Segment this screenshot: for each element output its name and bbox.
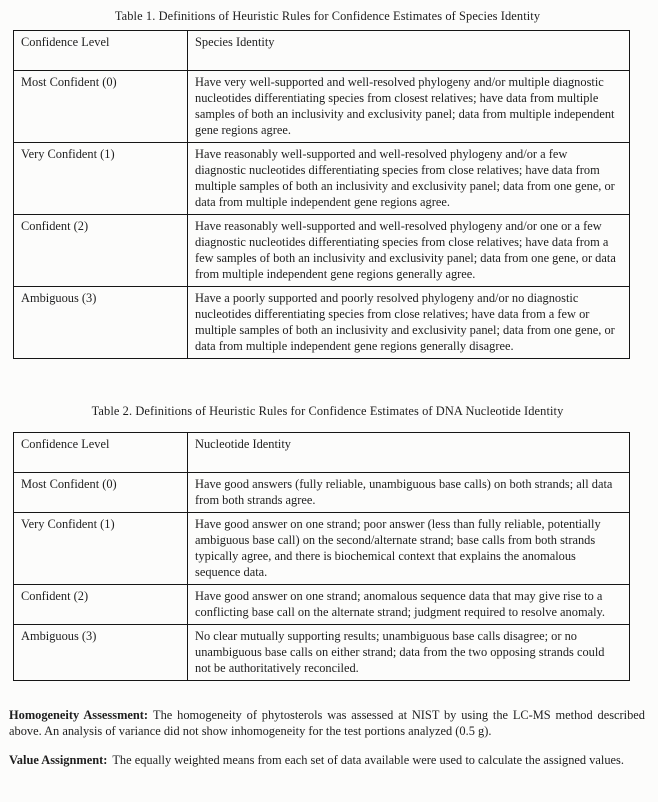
- homogeneity-assessment-label: Homogeneity Assessment:: [9, 708, 149, 722]
- species-identity-table: [13, 30, 630, 359]
- definition-cell: Have reasonably well-supported and well-resolved phylogeny and/or a few diagnostic nucleotides differentiating species from close relatives; have data from multiple samples of both an inclusivity and exclusivity panel; data from one gene, or data from multiple independent gene regions agree.: [188, 143, 630, 215]
- confidence-level-cell: Very Confident (1): [14, 143, 188, 215]
- definition-cell: Have very well-supported and well-resolved phylogeny and/or multiple diagnostic nucleotides differentiating species from closest relatives; have data from multiple samples of both an inclusivity and exclusivity panel; data from multiple independent gene regions agree.: [188, 71, 630, 143]
- confidence-level-cell: Very Confident (1): [14, 513, 188, 585]
- confidence-level-cell: Most Confident (0): [14, 473, 188, 513]
- table-row: [14, 71, 630, 143]
- table-row: [14, 287, 630, 359]
- table1-header-confidence-level: Confidence Level: [14, 31, 188, 71]
- table-row: [14, 585, 630, 625]
- definition-cell: Have good answer on one strand; poor answer (less than fully reliable, potentially ambiguous base call) on the second/alternate strand; base calls from both strands typically agree, and there is biochemical context that explains the anomalous sequence data.: [188, 513, 630, 585]
- confidence-level-cell: Most Confident (0): [14, 71, 188, 143]
- table-row: [14, 143, 630, 215]
- value-assignment-paragraph: [9, 752, 645, 768]
- homogeneity-assessment-paragraph: [9, 707, 645, 739]
- nucleotide-identity-table: [13, 432, 630, 681]
- confidence-level-cell: Ambiguous (3): [14, 625, 188, 681]
- table1-title: Table 1. Definitions of Heuristic Rules for Confidence Estimates of Species Identity: [114, 9, 541, 23]
- table1-header-species-identity: Species Identity: [188, 31, 630, 71]
- definition-cell: Have good answer on one strand; anomalous sequence data that may give rise to a conflicting base call on the alternate strand; judgment required to resolve anomaly.: [188, 585, 630, 625]
- table-row: [14, 625, 630, 681]
- definition-cell: No clear mutually supporting results; unambiguous base calls disagree; or no unambiguous base calls on either strand; data from the two opposing strands could not be authoritatively reconciled.: [188, 625, 630, 681]
- confidence-level-cell: Ambiguous (3): [14, 287, 188, 359]
- confidence-level-cell: Confident (2): [14, 215, 188, 287]
- homogeneity-assessment-text: The homogeneity of phytosterols was assessed at NIST by using the LC-MS method described above. An analysis of variance did not show inhomogeneity for the test portions analyzed (0.5 g).: [9, 708, 645, 738]
- definition-cell: Have reasonably well-supported and well-resolved phylogeny and/or one or a few diagnostic nucleotides differentiating species from close relatives; have data from a few samples of both an inclusivity and exclusivity panel; data from one gene, or data from multiple independent gene regions generally agree.: [188, 215, 630, 287]
- table-row: [14, 215, 630, 287]
- value-assignment-text: The equally weighted means from each set of data available were used to calculate the assigned values.: [112, 753, 624, 767]
- definition-cell: Have good answers (fully reliable, unambiguous base calls) on both strands; all data from both strands agree.: [188, 473, 630, 513]
- definition-cell: Have a poorly supported and poorly resolved phylogeny and/or no diagnostic nucleotides differentiating species from close relatives; have data from a few or multiple samples of both an inclusivity and exclusivity panel; data from one gene, or data from multiple independent gene regions generally disagree.: [188, 287, 630, 359]
- table2-title: Table 2. Definitions of Heuristic Rules for Confidence Estimates of DNA Nucleotide Identity: [91, 404, 564, 418]
- confidence-level-cell: Confident (2): [14, 585, 188, 625]
- table1-header-row: [14, 31, 630, 71]
- value-assignment-label: Value Assignment:: [9, 753, 108, 767]
- table2-header-nucleotide-identity: Nucleotide Identity: [188, 433, 630, 473]
- table2-header-confidence-level: Confidence Level: [14, 433, 188, 473]
- table-row: [14, 473, 630, 513]
- table-row: [14, 513, 630, 585]
- table2-header-row: [14, 433, 630, 473]
